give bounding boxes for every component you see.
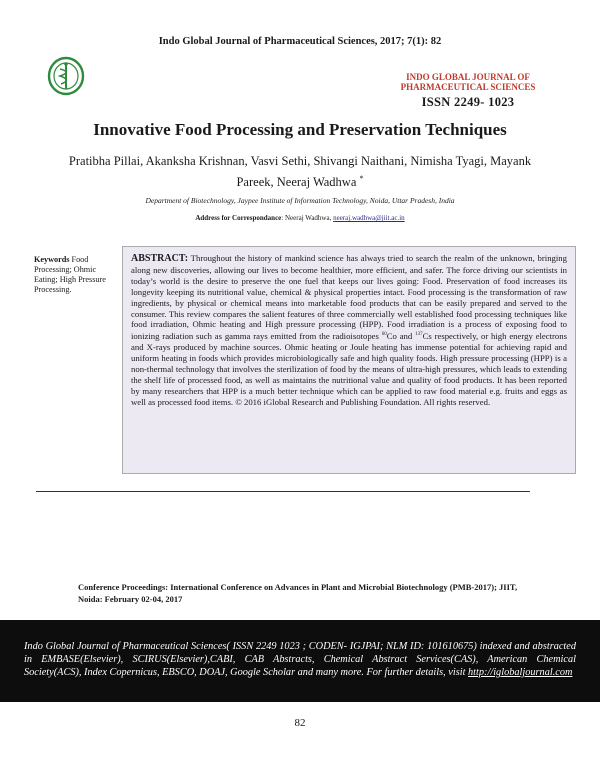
authors-line2 (40, 170, 560, 191)
abstract-text-3: Cs respectively, or high energy electrons and X-rays produced by machine sources. Ohmic heating or Joule heating has immense potential for achieving rapid and uniform heating in foods which provides microbiologically safe and high quality foods. High pressure processing (HPP) is a non-thermal technology that involves the sterilization of food by the means of ultra-high pressures, which leads to extending the shelf life of processed food, as well as maintains the nutritional value and quality of food products. It has been reported by many researchers that HPP is a much better technique which can be applied to raw food material e.g. fruits and eggs as well as processed food items. © 2016 iGlobal Research and Publishing Foundation. All rights reserved. (131, 331, 567, 407)
correspondence-label: Address for Correspondance (195, 214, 282, 222)
affiliation: Department of Biotechnology, Jaypee Institute of Information Technology, Noida, Uttar Pradesh, India (145, 196, 455, 205)
correspondence-email-link[interactable]: neeraj.wadhwa@jiit.ac.in (333, 214, 405, 222)
authors (40, 153, 560, 191)
correspondence (0, 214, 600, 222)
keywords (34, 255, 116, 295)
page-number: 82 (294, 717, 306, 729)
journal-name-line1: INDO GLOBAL JOURNAL OF (406, 72, 530, 82)
conference-note: Conference Proceedings: International Conference on Advances in Plant and Microbial Biotechnology (PMB-2017); JIIT, Noida: February 02-04, 2017 (78, 582, 518, 604)
footer-text: Indo Global Journal of Pharmaceutical Sciences( ISSN 2249 1023 ; CODEN- IGJPAI; NLM ID: 101610675) indexed and abstracted in EMBASE(Elsevier), SCIRUS(Elsevier),CABI, CAB Abstracts, Chemical Abstract Services(CAS), American Chemical Society(ACS), Index Copernicus, EBSCO, DOAJ, Google Scholar and many more. For further details, visit (24, 641, 576, 678)
abstract-sup-1: 60 (381, 332, 387, 338)
issn: ISSN 2249- 1023 (421, 95, 515, 109)
section-divider (36, 491, 530, 492)
authors-line1: Pratibha Pillai, Akanksha Krishnan, Vasvi Sethi, Shivangi Naithani, Nimisha Tyagi, Mayank (68, 154, 532, 168)
abstract-label: ABSTRACT: (131, 253, 189, 264)
abstract-box (122, 246, 576, 474)
running-header: Indo Global Journal of Pharmaceutical Sciences, 2017; 7(1): 82 (158, 36, 442, 47)
keywords-text: Food Processing; Ohmic Eating; High Pressure Processing. (34, 255, 106, 294)
corresponding-mark: * (359, 174, 364, 183)
indexing-footer (0, 620, 600, 702)
keywords-label: Keywords (34, 255, 70, 264)
journal-logo-icon (46, 56, 86, 96)
abstract-text-2: Co and (386, 331, 416, 342)
correspondence-name: : Neeraj Wadhwa, (281, 214, 334, 222)
article-title: Innovative Food Processing and Preservation Techniques (93, 120, 507, 139)
journal-name-line2: PHARMACEUTICAL SCIENCES (400, 82, 536, 92)
authors-line2-text: Pareek, Neeraj Wadhwa (236, 175, 357, 190)
journal-website-link[interactable]: http://iglobaljournal.com (468, 667, 573, 678)
abstract-sup-2: 137 (415, 332, 423, 338)
abstract-text-1: Throughout the history of mankind science has always tried to search the realm of the unknown, bringing along new discoveries, allowing our lives to become healthier, more efficient, and safer. The force driving our scientists in today’s world is the desire to preserve the one fuel that keeps our lives going: Food. Preservation of food increases its longevity keeping its nutritional value, chemical & physical properties intact. Food processing is the transformation of raw ingredients, by physical or chemical means into marketable food products that can be easily prepared and served to the consumer. This review compares the salient features of three commercially well established food processing techniques like food irradiation, Ohmic heating and High pressure processing (HPP). Food irradiation is a process of exposing food to ionizing radiation such as gamma rays emitted from the radioisotopes (131, 253, 567, 342)
journal-id-box (388, 72, 548, 110)
